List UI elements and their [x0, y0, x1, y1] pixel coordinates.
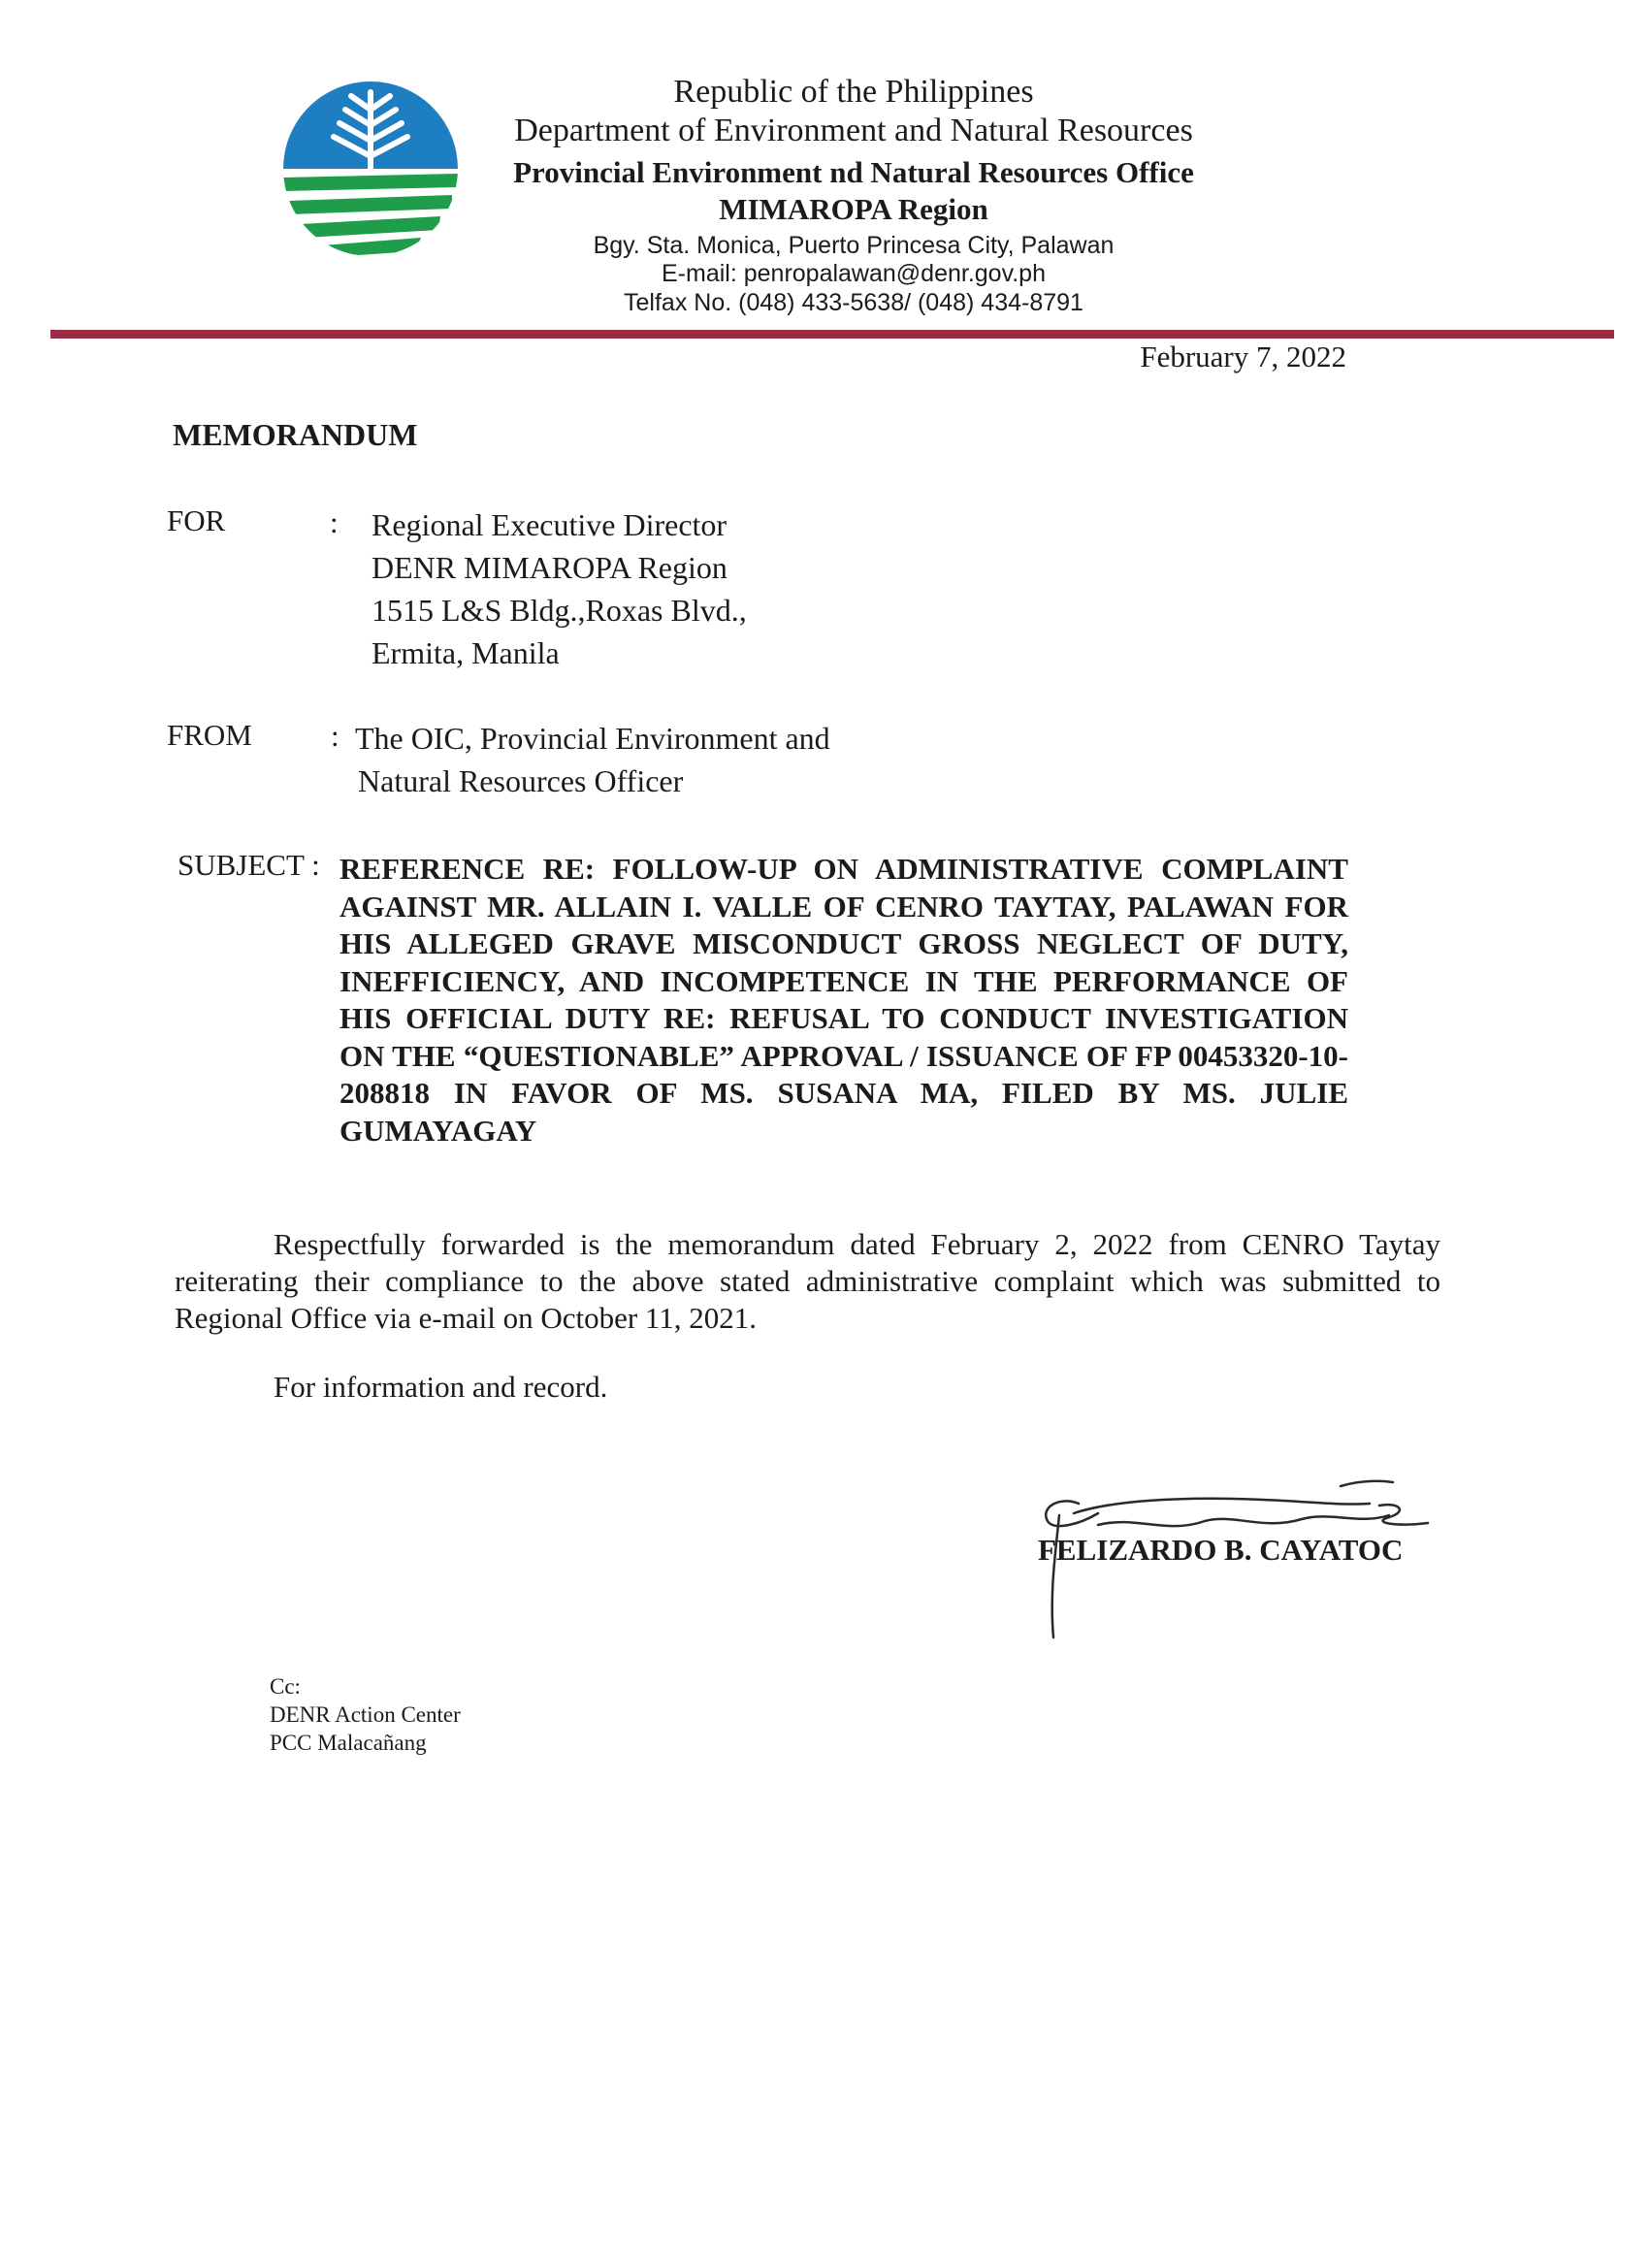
from-line: Natural Resources Officer [358, 763, 684, 798]
memo-title: MEMORANDUM [173, 417, 418, 452]
memo-date: February 7, 2022 [1140, 340, 1346, 373]
for-line: DENR MIMAROPA Region [372, 550, 728, 585]
cc-label: Cc: [270, 1674, 301, 1699]
header-divider [50, 330, 1614, 339]
from-sender-block [355, 717, 830, 802]
cc-block [270, 1672, 461, 1757]
for-recipient-block [372, 503, 747, 674]
body-paragraph: Respectfully forwarded is the memorandum dated February 2, 2022 from CENRO Taytay reiterating their compliance to the above stated administrative complaint which was submitted to Regional Office via e-mail on October 11, 2021. [175, 1227, 1440, 1335]
header-office: Provincial Environment nd Natural Resources Office [513, 155, 1194, 189]
header-address: Bgy. Sta. Monica, Puerto Princesa City, Palawan [593, 232, 1115, 259]
from-colon: : [331, 719, 340, 753]
from-line: The OIC, Provincial Environment and [355, 721, 830, 756]
body-closing: For information and record. [274, 1370, 608, 1404]
subject-text: REFERENCE RE: FOLLOW-UP ON ADMINISTRATIVE COMPLAINT AGAINST MR. ALLAIN I. VALLE OF CENRO TAYTAY, PALAWAN FOR HIS ALLEGED GRAVE MISCONDUCT GROSS NEGLECT OF DUTY, INEFFICIENCY, AND INCOMPETENCE IN THE PERFORMANCE OF HIS OFFICIAL DUTY RE: REFUSAL TO CONDUCT INVESTIGATION ON THE “QUESTIONABLE” APPROVAL / ISSUANCE OF FP 00453320-10-208818 IN FAVOR OF MS. SUSANA MA, FILED BY MS. JULIE GUMAYAGAY [340, 852, 1348, 1148]
cc-recipient: DENR Action Center [270, 1702, 461, 1727]
subject-label: SUBJECT : [178, 848, 320, 882]
header-department: Department of Environment and Natural Resources [514, 113, 1193, 148]
signatory-name: FELIZARDO B. CAYATOC [1038, 1533, 1404, 1567]
for-line: 1515 L&S Bldg.,Roxas Blvd., [372, 593, 747, 628]
header-email: E-mail: penropalawan@denr.gov.ph [662, 260, 1046, 287]
header-region: MIMAROPA Region [719, 192, 988, 226]
for-label: FOR [167, 503, 226, 537]
from-label: FROM [167, 718, 252, 752]
cc-recipient: PCC Malacañang [270, 1731, 427, 1755]
for-line: Regional Executive Director [372, 507, 728, 542]
for-colon: : [330, 505, 339, 539]
for-line: Ermita, Manila [372, 635, 560, 670]
header-telfax: Telfax No. (048) 433-5638/ (048) 434-8791 [624, 289, 1083, 316]
header-republic: Republic of the Philippines [673, 74, 1034, 110]
